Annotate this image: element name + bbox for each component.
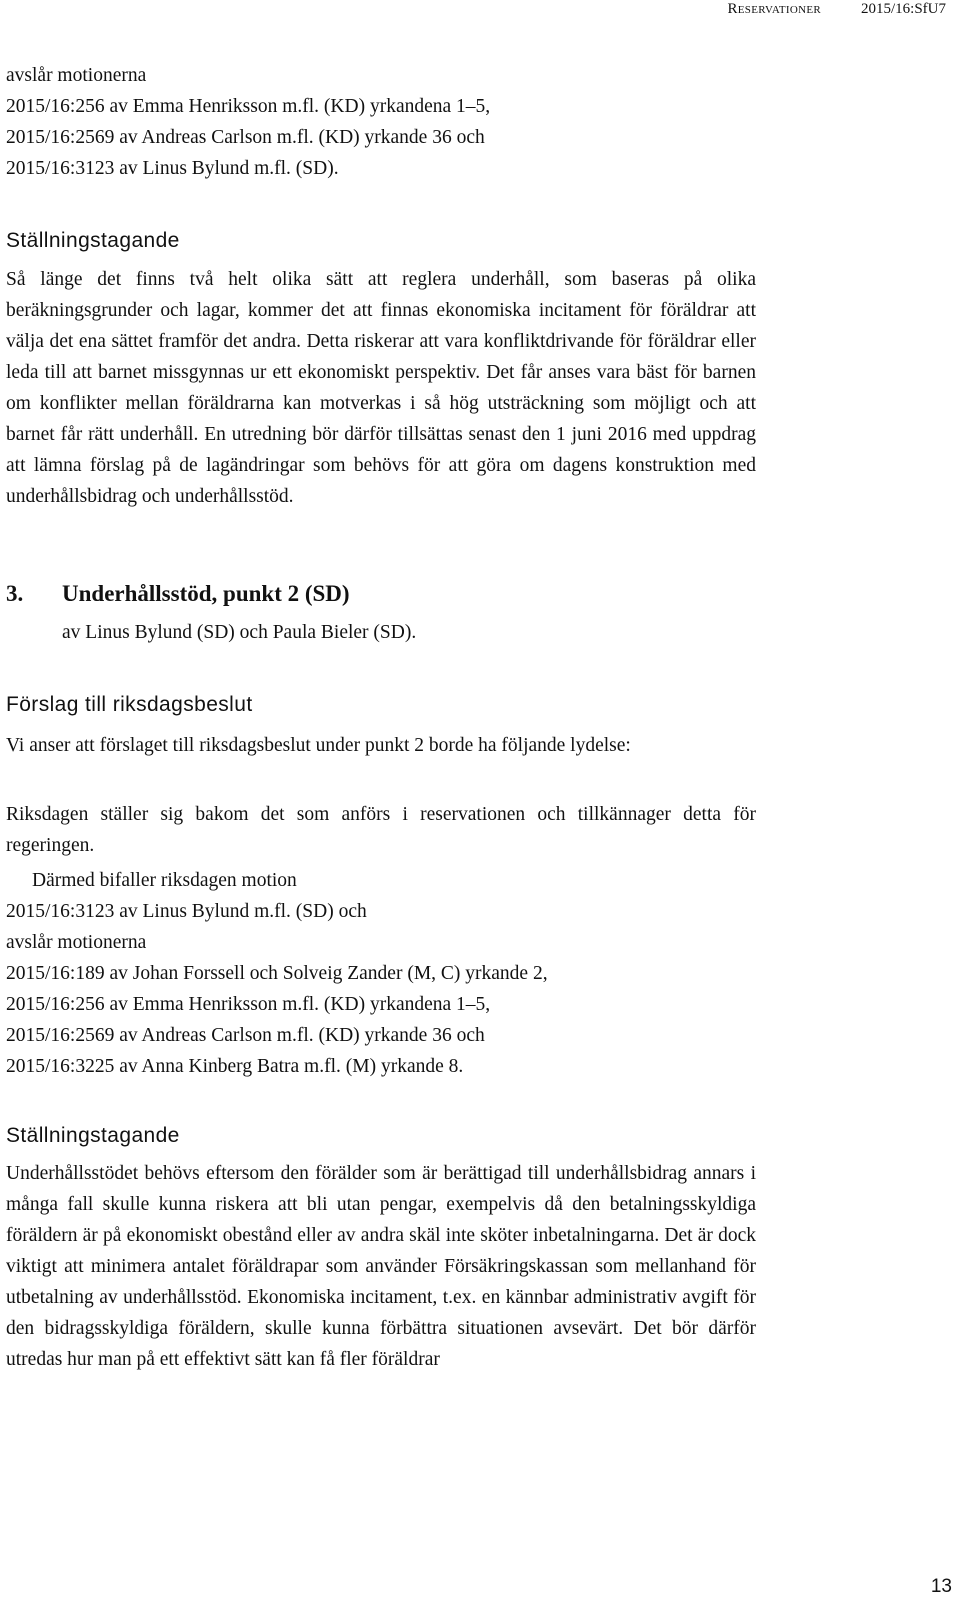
header-document-id: 2015/16:SfU7 bbox=[860, 1, 946, 17]
page-header bbox=[727, 0, 946, 18]
paragraph-text: Underhållsstödet behövs eftersom den förälder som är berättigad till underhållsbidrag annars i många fall skulle kunna riskera att bli utan pengar, exempelvis då den betalningsskyldiga föräldern är på ekonomiskt obestånd eller av andra skäl inte sköter inbetalningarna. Det är dock viktigt att minimera antalet föräldrapar som använder Försäkringskassan som mellanhand för utbetalning av underhållsstöd. Ekonomiska incitament, t.ex. en kännbar administrativ avgift för den bidragsskyldiga föräldern, skulle kunna förbättra situationen avsevärt. Det bör därför utredas hur man på ett effektivt sätt kan få fler föräldrar bbox=[6, 1163, 756, 1370]
motion-line: 2015/16:3123 av Linus Bylund m.fl. (SD). bbox=[6, 158, 339, 179]
stallningstagande-heading: Ställningstagande bbox=[6, 229, 180, 252]
motion-line: 2015/16:3225 av Anna Kinberg Batra m.fl. (M) yrkande 8. bbox=[6, 1056, 464, 1077]
stallningstagande-paragraph bbox=[6, 1158, 756, 1375]
section-authors: av Linus Bylund (SD) och Paula Bieler (SD). bbox=[62, 622, 417, 643]
motion-line: 2015/16:189 av Johan Forssell och Solveig Zander (M, C) yrkande 2, bbox=[6, 963, 548, 984]
page-number: 13 bbox=[930, 1576, 952, 1597]
motion-line: avslår motionerna bbox=[6, 932, 147, 953]
section-heading bbox=[6, 579, 350, 609]
opening-motion-list bbox=[6, 60, 490, 184]
paragraph-text: Riksdagen ställer sig bakom det som anförs i reservationen och tillkännager detta för regeringen. bbox=[6, 804, 756, 856]
stallningstagande-heading: Ställningstagande bbox=[6, 1124, 180, 1147]
header-section-title: Reservationer bbox=[727, 1, 821, 17]
section-number: 3. bbox=[6, 581, 24, 606]
section-title: Underhållsstöd, punkt 2 (SD) bbox=[62, 581, 350, 606]
motion-line: 2015/16:2569 av Andreas Carlson m.fl. (KD) yrkande 36 och bbox=[6, 127, 485, 148]
motion-line: Därmed bifaller riksdagen motion bbox=[32, 870, 297, 891]
paragraph-text: Vi anser att förslaget till riksdagsbeslut under punkt 2 borde ha följande lydelse: bbox=[6, 735, 631, 756]
motion-line: avslår motionerna bbox=[6, 65, 147, 86]
forslag-decision-paragraph bbox=[6, 799, 756, 861]
forslag-intro-paragraph bbox=[6, 730, 756, 761]
paragraph-text: Så länge det finns två helt olika sätt att reglera underhåll, som baseras på olika beräkningsgrunder och lagar, kommer det att finnas ekonomiska incitament för föräldrar att välja det ena sättet framför det andra. Detta riskerar att vara konfliktdrivande för föräldrar eller leda till att barnet missgynnas ur ett ekonomiskt perspektiv. Det får anses vara bäst för barnen om konflikter mellan föräldrarna kan motverkas i så hög utsträckning som möjligt och att barnet får rätt underhåll. En utredning bör därför tillsättas senast den 1 juni 2016 med uppdrag att lämna förslag på de lagändringar som behövs för att göra om dagens konstruktion med underhållsbidrag och underhållsstöd. bbox=[6, 269, 756, 507]
motion-line: 2015/16:256 av Emma Henriksson m.fl. (KD) yrkandena 1–5, bbox=[6, 96, 491, 117]
motion-line: 2015/16:256 av Emma Henriksson m.fl. (KD) yrkandena 1–5, bbox=[6, 994, 491, 1015]
forslag-heading: Förslag till riksdagsbeslut bbox=[6, 693, 253, 716]
stallningstagande-paragraph bbox=[6, 264, 756, 512]
forslag-motion-list bbox=[6, 865, 548, 1082]
motion-line: 2015/16:3123 av Linus Bylund m.fl. (SD) och bbox=[6, 901, 367, 922]
motion-line: 2015/16:2569 av Andreas Carlson m.fl. (KD) yrkande 36 och bbox=[6, 1025, 485, 1046]
